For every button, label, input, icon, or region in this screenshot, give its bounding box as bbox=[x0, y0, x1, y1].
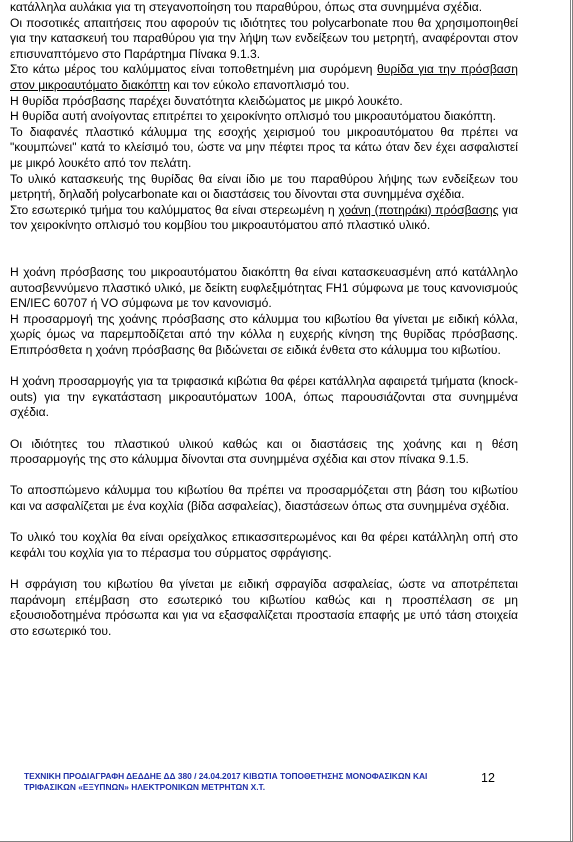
paragraph-spacer bbox=[10, 234, 518, 250]
paragraph-sliding-door bbox=[10, 62, 518, 93]
page-footer bbox=[24, 771, 444, 793]
paragraph-grooves: κατάλληλα αυλάκια για τη στεγανοποίηση του παραθύρου, όπως στα συνημμένα σχέδια. bbox=[10, 0, 483, 14]
paragraph-door-material: Το υλικό κατασκευής της θυρίδας θα είναι ίδιο με του παραθύρου λήψης των ενδείξεων του μετρητή, δηλαδή polycarbonate και οι διαστάσεις του δίνονται στα συνημμένα σχέδια. bbox=[10, 171, 518, 202]
paragraph-spacer bbox=[10, 468, 518, 484]
access-funnel-text-b: για τον χειροκίνητο οπλισμό του κομβίου του μικροαυτόματου από πλαστικό υλικό. bbox=[10, 202, 518, 233]
access-funnel-underlined: χοάνη (ποτηράκι) πρόσβασης bbox=[338, 202, 499, 217]
paragraph-spacer bbox=[10, 515, 518, 531]
paragraph-funnel-material: Η χοάνη πρόσβασης του μικροαυτόματου διακόπτη θα είναι κατασκευασμένη από κατάλληλο αυτοσβεννύμενο πλαστικό υλικό, με δείκτη ευφλεξιμότητας FH1 σύμφωνα με τους κανονισμούς EN/IEC 60707 ή VO σύμφωνα με τον κανονισμό. bbox=[10, 265, 518, 311]
paragraph-polycarbonate-requirements: Οι ποσοτικές απαιτήσεις που αφορούν τις ιδιότητες του polycarbonate που θα χρησιμοποιηθεί για την κατασκευή του παραθύρου για την λήψη των ενδείξεων του μετρητή, αναφέρονται στον επισυναπτόμενο στο Παράρτημα Πίνακα 9.1.3. bbox=[10, 15, 518, 61]
paragraph-spacer bbox=[10, 421, 518, 437]
page-number: 12 bbox=[481, 771, 495, 785]
sliding-door-text-b: και τον εύκολο επανοπλισμό του. bbox=[169, 77, 350, 92]
paragraph-access-funnel bbox=[10, 203, 518, 234]
footer-line-1: ΤΕΧΝΙΚΗ ΠΡΟΔΙΑΓΡΑΦΗ ΔΕΔΔΗΕ ΔΔ 380 / 24.04.2017 ΚΙΒΩΤΙΑ ΤΟΠΟΘΕΤΗΣΗΣ ΜΟΝΟΦΑΣΙΚΩΝ ΚΑΙ bbox=[24, 771, 428, 781]
paragraph-knock-outs: Η χοάνη προσαρμογής για τα τριφασικά κιβώτια θα φέρει κατάλληλα αφαιρετά τμήματα (knock-outs) για την εγκατάσταση μικροαυτόματων 100Α, όπως παρουσιάζονται στα συνημμένα σχέδια. bbox=[10, 374, 518, 420]
access-funnel-text-a: Στο εσωτερικό τμήμα του καλύμματος θα είναι στερεωμένη η bbox=[10, 202, 339, 217]
sliding-door-underlined: θυρίδα για την πρόσβαση στον μικροαυτόματο διακόπτη bbox=[10, 62, 518, 92]
paragraph-manual-arming: Η θυρίδα αυτή ανοίγοντας επιτρέπει το χειροκίνητο οπλισμό του μικροαυτόματου διακόπτη. bbox=[10, 109, 496, 124]
paragraph-screw-material: Το υλικό του κοχλία θα είναι ορείχαλκος επικασσιτερωμένος και θα φέρει κατάλληλη οπή στο κεφάλι του κοχλία για το πέρασμα του σύρματος σφράγισης. bbox=[10, 530, 518, 560]
footer-line-2: ΤΡΙΦΑΣΙΚΩΝ «ΕΞΥΠΝΩΝ» ΗΛΕΚΤΡΟΝΙΚΩΝ ΜΕΤΡΗΤΩΝ Χ.Τ. bbox=[24, 782, 266, 792]
paragraph-padlock: Η θυρίδα πρόσβασης παρέχει δυνατότητα κλειδώματος με μικρό λουκέτο. bbox=[10, 93, 403, 108]
paragraph-removable-cover: Το αποσπώμενο κάλυμμα του κιβωτίου θα πρέπει να προσαρμόζεται στη βάση του κιβωτίου και να ασφαλίζεται με ένα κοχλία (βίδα ασφαλείας), διαστάσεων όπως στα συνημμένα σχέδια. bbox=[10, 483, 518, 513]
body-text bbox=[10, 0, 518, 639]
paragraph-sealing: Η σφράγιση του κιβωτίου θα γίνεται με ειδική σφραγίδα ασφαλείας, ώστε να αποτρέπεται παράνομη επέμβαση στο εσωτερικό του κιβωτίου καθώς και η προσπέλαση σε μη εξουσιοδοτημένα πρόσωπα και για να εξασφαλίζεται προστασία επαφής με υπό τάση στοιχεία στο εσωτερικό του. bbox=[10, 576, 518, 638]
paragraph-spacer bbox=[10, 359, 518, 375]
paragraph-spacer bbox=[10, 561, 518, 577]
paragraph-funnel-adhesive: Η προσαρμογή της χοάνης πρόσβασης στο κάλυμμα του κιβωτίου θα γίνεται με ειδική κόλλα, χωρίς όμως να παρεμποδίζεται από την κόλλα η ευχερής κίνηση της θυρίδας πρόσβασης. Επιπρόσθετα η χοάνη πρόσβασης θα βιδώνεται σε ειδικά ένθετα στο κάλυμμα του κιβωτίου. bbox=[10, 311, 518, 358]
page-edge-right-inner bbox=[570, 0, 571, 842]
paragraph-spacer bbox=[10, 250, 518, 266]
sliding-door-text-a: Στο κάτω μέρος του καλύμματος είναι τοποθετημένη μια συρόμενη bbox=[10, 62, 377, 77]
paragraph-material-properties: Οι ιδιότητες του πλαστικού υλικού καθώς και οι διαστάσεις της χοάνης και η θέση προσαρμογής της στο κάλυμμα δίνονται στα συνημμένα σχέδια και στον πίνακα 9.1.5. bbox=[10, 436, 518, 467]
paragraph-transparent-cover: Το διαφανές πλαστικό κάλυμμα της εσοχής χειρισμού του μικροαυτόματου θα πρέπει να "κουμπώνει" κατά το κλείσιμό του, ώστε να μην πέφτει προς τα κάτω όταν δεν έχει ασφαλιστεί με μικρό λουκέτο από τον πελάτη. bbox=[10, 124, 518, 170]
